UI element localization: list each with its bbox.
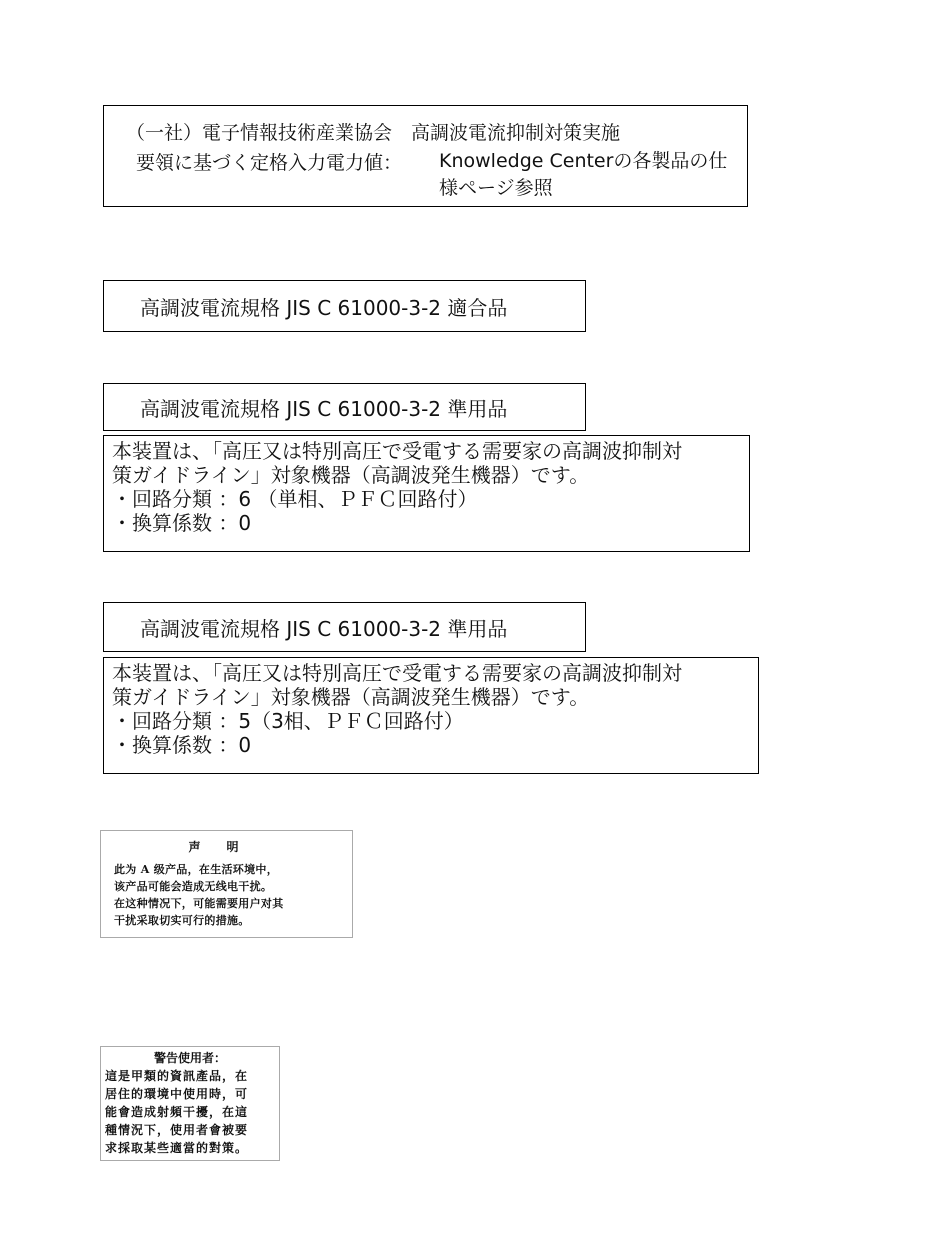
warning-line: 求採取某些適當的對策。 [105,1141,249,1155]
harmonic-guideline-notice-2 [103,657,759,774]
warning-line: 種情況下，使用者會被要 [105,1123,249,1137]
warning-line: 居住的環境中使用時，可 [105,1087,249,1101]
conversion-factor-line: ・換算係数 ：0 [112,733,252,757]
rated-input-power-label: 要領に基づく定格入力電力値： [136,152,403,174]
taiwan-class-a-warning [100,1046,280,1161]
notice-line: 本装置は、「高圧又は特別高圧で受電する需要家の高調波抑制対 [112,439,682,463]
statement-line: 干扰采取切实可行的措施。 [114,914,250,927]
warning-line: 這是甲類的資訊產品，在 [105,1069,249,1083]
circuit-class-line: ・回路分類 ：5（3相、ＰＦＣ回路付） [112,709,464,733]
rated-input-power-value: Knowledge Centerの各製品の仕様ページ参照 [439,150,728,199]
harmonic-applicable-title-1: 高調波電流規格 JIS C 61000-3-2 準用品 [140,396,508,421]
harmonic-applicable-label-2 [103,602,586,652]
circuit-class-line: ・回路分類 ：6 （単相、ＰＦＣ回路付） [112,487,478,511]
notice-line: 本装置は、「高圧又は特別高圧で受電する需要家の高調波抑制対 [112,661,682,685]
statement-line: 在这种情况下，可能需要用户对其 [114,897,284,910]
warning-body [105,1067,248,1157]
harmonic-compliant-title: 高調波電流規格 JIS C 61000-3-2 適合品 [140,295,508,320]
statement-body [114,861,284,929]
harmonic-applicable-label-1 [103,383,586,431]
warning-line: 能會造成射頻干擾，在這 [105,1105,249,1119]
conversion-factor-line: ・換算係数 ：0 [112,511,252,535]
warning-title: 警告使用者： [153,1051,226,1065]
notice-line: 策ガイドライン」対象機器（高調波発生機器）です。 [112,463,590,487]
statement-line: 此为 A 级产品，在生活环境中， [114,863,278,876]
harmonic-guideline-notice-1 [103,435,750,552]
notice-line: 策ガイドライン」対象機器（高調波発生機器）です。 [112,685,590,709]
harmonic-applicable-title-2: 高調波電流規格 JIS C 61000-3-2 準用品 [140,616,508,641]
association-heading: （一社）電子情報技術産業協会 高調波電流抑制対策実施 [126,122,621,144]
statement-title: 声明 [188,840,265,854]
power-rating-notice-box [103,105,748,207]
statement-line: 该产品可能会造成无线电干扰。 [114,880,273,893]
harmonic-compliant-label [103,280,586,332]
china-class-a-statement [100,830,353,938]
